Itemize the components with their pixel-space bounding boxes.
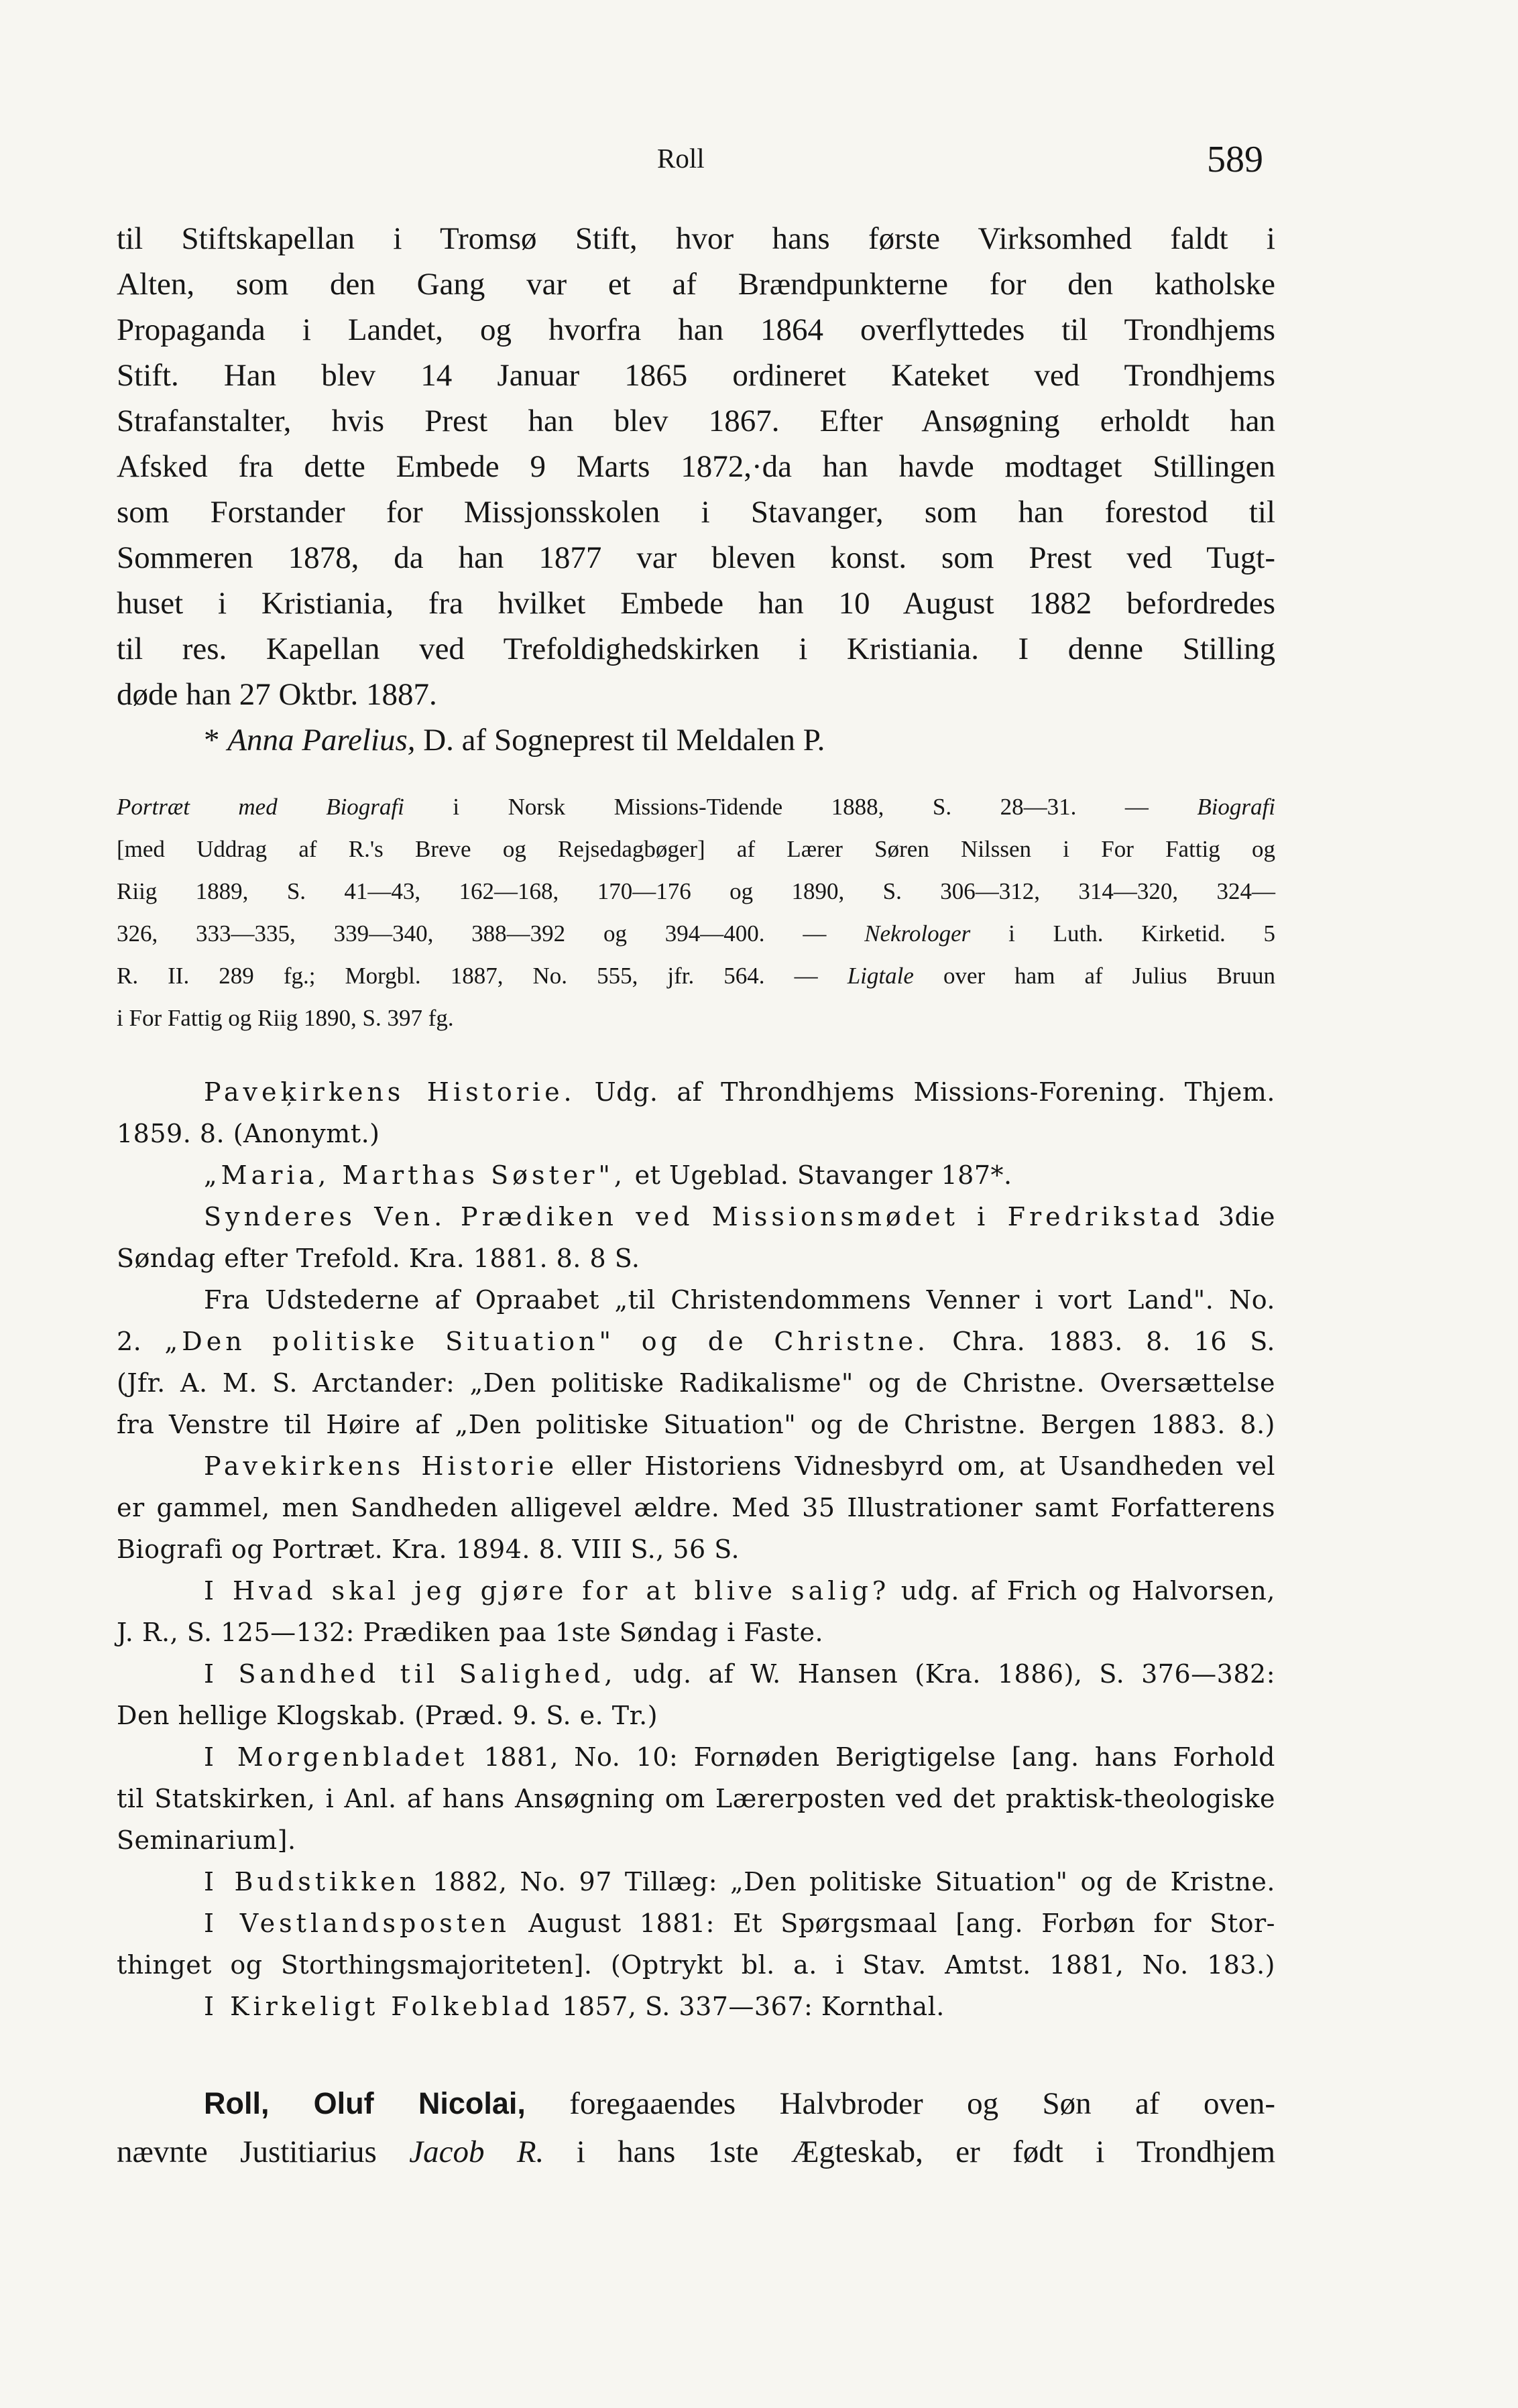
work-title: I Budstikken	[204, 1867, 420, 1897]
work-entry-continuation: fra Venstre til Høire af „Den politiske Situation" og de Christne. Bergen 1883. 8.)	[117, 1410, 1275, 1439]
reference-line: i For Fattig og Riig 1890, S. 397 fg.	[117, 1005, 454, 1031]
work-entry	[117, 1653, 1275, 1695]
entry-text: i hans 1ste Ægteskab, er født i Trondhjem	[576, 2134, 1276, 2169]
work-entry-continuation: Den hellige Klogskab. (Præd. 9. S. e. Tr.)	[117, 1701, 658, 1730]
work-details: Udg. af Throndhjems Missions-Forening. Thjem.	[594, 1077, 1275, 1107]
work-title: „Den politiske Situation" og de Christne.	[164, 1327, 930, 1356]
work-details: et Ugeblad. Stavanger 187*.	[634, 1160, 1012, 1190]
work-entry-continuation: er gammel, men Sandheden alligevel ældre. Med 35 Illustrationer samt Forfatterens	[117, 1493, 1275, 1522]
work-entry-continuation: Seminarium].	[117, 1825, 296, 1855]
text-line: til Stiftskapellan i Tromsø Stift, hvor hans første Virksomhed faldt i	[117, 221, 1275, 256]
work-details: August 1881: Et Spørgsmaal [ang. Forbøn for Stor-	[528, 1909, 1275, 1938]
reference-line	[117, 912, 1275, 955]
spouse-mark: *	[204, 723, 220, 758]
text-line: Propaganda i Landet, og hvorfra han 1864 overflyttedes til Trondhjems	[117, 312, 1275, 347]
work-details: 1881, No. 10: Fornøden Berigtigelse [ang. hans Forhold	[483, 1742, 1275, 1772]
work-details: 1857, S. 337—367: Kornthal.	[562, 1992, 945, 2021]
work-entry	[117, 1154, 1275, 1196]
text-line: Afsked fra dette Embede 9 Marts 1872,·da han havde modtaget Stillingen	[117, 449, 1275, 484]
reference-line: Riig 1889, S. 41—43, 162—168, 170—176 og 1890, S. 306—312, 314—320, 324—	[117, 878, 1275, 904]
work-title: Prædiken ved Missionsmødet i Fredrikstad	[461, 1202, 1204, 1231]
reference-line: [med Uddrag af R.'s Breve og Rejsedagbøger] af Lærer Søren Nilssen i For Fattig og	[117, 836, 1275, 862]
entry-italic-name: Jacob R.	[409, 2134, 544, 2169]
work-entry-continuation: thinget og Storthingsmajoriteten]. (Optrykt bl. a. i Stav. Amtst. 1881, No. 183.)	[117, 1950, 1275, 1980]
running-title: Roll	[657, 143, 705, 174]
entry-text: foregaaendes Halvbroder og Søn af oven-	[569, 2086, 1275, 2121]
work-entry	[117, 1071, 1275, 1113]
work-title: I Hvad skal jeg gjøre for at blive salig?	[204, 1576, 890, 1606]
work-title: I Vestlandsposten	[204, 1909, 510, 1938]
work-entry	[117, 1903, 1275, 1944]
work-details: eller Historiens Vidnesbyrd om, at Usandheden vel	[571, 1451, 1275, 1481]
work-entry	[117, 1986, 1275, 2027]
work-title: Pavekirkens Historie	[204, 1451, 559, 1481]
text-line: Strafanstalter, hvis Prest han blev 1867. Efter Ansøgning erholdt han	[117, 404, 1275, 438]
work-title: I Kirkeligt Folkeblad	[204, 1992, 554, 2021]
work-entry-continuation: (Jfr. A. M. S. Arctander: „Den politiske Radikalisme" og de Christne. Oversættelse	[117, 1368, 1275, 1398]
text-line: til res. Kapellan ved Trefoldighedskirken i Kristiania. I denne Stilling	[117, 631, 1275, 666]
work-title: Paveķirkens Historie.	[204, 1077, 576, 1107]
work-title: I Morgenbladet	[204, 1742, 469, 1772]
text-line: døde han 27 Oktbr. 1887.	[117, 677, 437, 712]
work-entry-continuation: til Statskirken, i Anl. af hans Ansøgning om Lærerposten ved det praktisk-theologiske	[117, 1784, 1275, 1813]
work-entry	[117, 1736, 1275, 1778]
ref-italic: Nekrologer	[864, 920, 971, 947]
page-number: 589	[1207, 139, 1263, 180]
ref-italic: Biografi	[1197, 794, 1276, 820]
entry-heading-line	[117, 2080, 1275, 2128]
work-entry: Fra Udstederne af Opraabet „til Christendommens Venner i vort Land". No.	[204, 1285, 1275, 1315]
work-details: udg. af Frich og Halvorsen,	[900, 1576, 1275, 1606]
entry-text: nævnte Justitiarius	[117, 2134, 377, 2169]
work-entry-continuation: Biografi og Portræt. Kra. 1894. 8. VIII S., 56 S.	[117, 1534, 740, 1564]
work-title: Synderes Ven.	[204, 1202, 447, 1231]
next-biography-entry	[117, 2080, 1275, 2176]
spouse-line	[117, 717, 1275, 763]
work-title: „Maria, Marthas Søster",	[204, 1160, 626, 1190]
work-details: udg. af W. Hansen (Kra. 1886), S. 376—382:	[633, 1659, 1275, 1689]
ref-text: i Luth. Kirketid. 5	[1008, 920, 1276, 947]
entry-name: Roll, Oluf Nicolai,	[204, 2086, 526, 2120]
reference-line	[117, 955, 1275, 997]
work-details: 1882, No. 97 Tillæg: „Den politiske Situation" og de Kristne.	[432, 1867, 1275, 1897]
references-paragraph	[117, 786, 1275, 1039]
ref-text: over ham af Julius Bruun	[943, 963, 1275, 989]
entry-text-line	[117, 2128, 1275, 2176]
work-entry	[117, 1445, 1275, 1487]
ref-italic: Portræt med Biografi	[117, 794, 404, 820]
ref-text: 326, 333—335, 339—340, 388—392 og 394—400. —	[117, 920, 827, 947]
work-number: 2.	[117, 1327, 142, 1356]
ref-italic: Ligtale	[847, 963, 914, 989]
work-entry-continuation	[117, 1321, 1275, 1362]
ref-text: i Norsk Missions-Tidende 1888, S. 28—31. —	[453, 794, 1149, 820]
text-line: som Forstander for Missjonsskolen i Stavanger, som han forestod til	[117, 495, 1275, 530]
text-line: Sommeren 1878, da han 1877 var bleven konst. som Prest ved Tugt-	[117, 540, 1275, 575]
work-entry-continuation: J. R., S. 125—132: Prædiken paa 1ste Søndag i Faste.	[117, 1618, 824, 1647]
text-line: Alten, som den Gang var et af Brændpunkterne for den katholske	[117, 267, 1275, 302]
text-line: Stift. Han blev 14 Januar 1865 ordineret Kateket ved Trondhjems	[117, 358, 1275, 393]
work-details: Chra. 1883. 8. 16 S.	[952, 1327, 1275, 1356]
spouse-description: D. af Sogneprest til Meldalen P.	[423, 723, 825, 758]
work-entry-continuation: 1859. 8. (Anonymt.)	[117, 1119, 380, 1148]
ref-text: R. II. 289 fg.; Morgbl. 1887, No. 555, jfr. 564. —	[117, 963, 818, 989]
biography-paragraph	[117, 216, 1275, 763]
text-line: huset i Kristiania, fra hvilket Embede han 10 August 1882 befordredes	[117, 586, 1275, 621]
work-title: I Sandhed til Salighed,	[204, 1659, 617, 1689]
reference-line	[117, 786, 1275, 828]
work-entry	[117, 1196, 1275, 1238]
works-list	[117, 1071, 1275, 2027]
work-entry-continuation: Søndag efter Trefold. Kra. 1881. 8. 8 S.	[117, 1244, 640, 1273]
work-entry	[117, 1861, 1275, 1903]
work-details: 3die	[1218, 1202, 1275, 1231]
spouse-name: Anna Parelius,	[227, 723, 416, 758]
work-entry	[117, 1570, 1275, 1612]
